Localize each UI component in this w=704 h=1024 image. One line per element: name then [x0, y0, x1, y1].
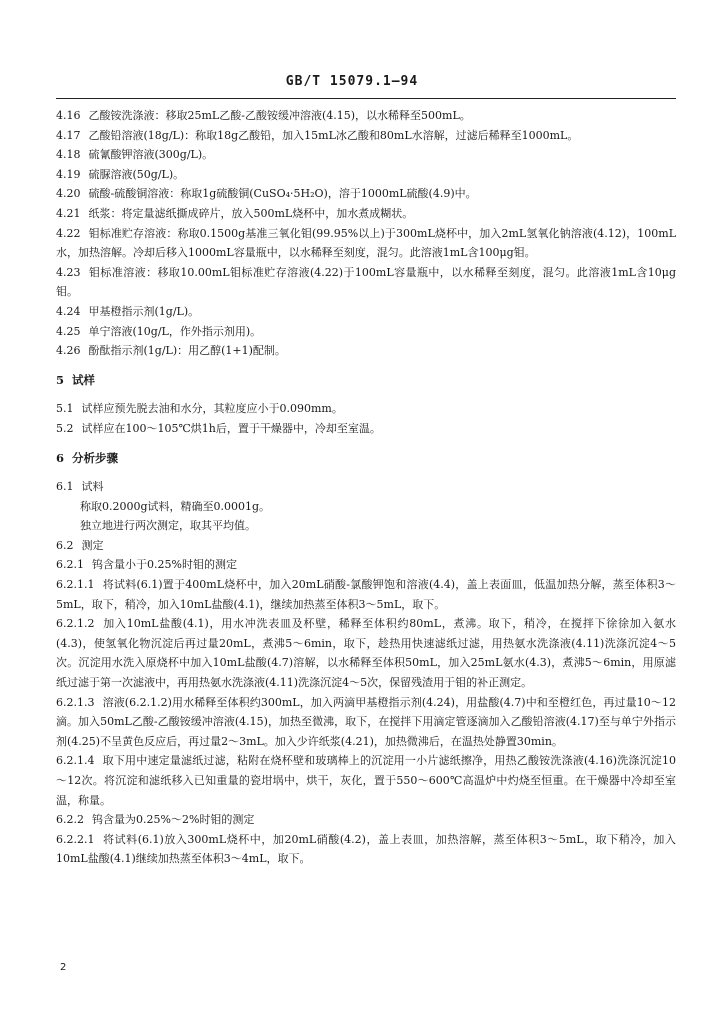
- procedure-list: [56, 830, 676, 869]
- sample-list: [56, 399, 676, 438]
- header-rule: [56, 98, 676, 99]
- clause-text: 甲基橙指示剂(1g/L)。: [88, 304, 200, 318]
- clause-number: 6.2.1.4: [56, 754, 95, 768]
- clause-item: [56, 419, 676, 439]
- clause-number: 6.2.1.3: [56, 695, 95, 709]
- clause-number: 4.18: [56, 148, 81, 162]
- clause-number: 4.25: [56, 324, 81, 338]
- clause-text: 纸浆：将定量滤纸撕成碎片，放入500mL烧杯中，加水煮成糊状。: [88, 206, 414, 220]
- clause-number: 6.2.2.1: [56, 832, 95, 846]
- clause-item: [56, 751, 676, 810]
- document-body: [56, 106, 676, 869]
- clause-number: 6.2.1.1: [56, 578, 95, 592]
- subsection-6-2-1: 6.2.1 钨含量小于0.25%时钼的测定: [56, 558, 237, 572]
- clause-item: [56, 830, 676, 869]
- clause-number: 4.20: [56, 187, 81, 201]
- clause-text: 试样应在100～105℃烘1h后，置于干燥器中，冷却至室温。: [81, 421, 381, 435]
- clause-text: 将试料(6.1)放入300mL烧杯中，加20mL硝酸(4.2)，盖上表皿，加热溶解，蒸至体积3～5mL，取下稍冷，加入10mL盐酸(4.1)继续加热蒸至体积3～4mL，取下。: [56, 832, 676, 866]
- clause-number: 4.22: [56, 226, 81, 240]
- clause-item: [56, 126, 676, 146]
- clause-text: 硫脲溶液(50g/L)。: [88, 167, 185, 181]
- clause-number: 4.21: [56, 206, 81, 220]
- clause-text: 取下用中速定量滤纸过滤，粘附在烧杯壁和玻璃棒上的沉淀用一小片滤纸擦净，用热乙酸铵洗涤液(4.16)洗涤沉淀10～12次。将沉淀和滤纸移入已知重量的瓷坩埚中，烘干，灰化，置于550～600℃高温炉中灼烧至恒重。在干燥器中冷却至室温，称量。: [56, 754, 676, 807]
- subsection-6-1: 6.1 试料: [56, 480, 104, 494]
- procedure-list: [56, 575, 676, 810]
- clause-number: 5.1: [56, 402, 74, 416]
- clause-item: [56, 145, 676, 165]
- clause-text: 硫氰酸钾溶液(300g/L)。: [88, 148, 214, 162]
- clause-item: [56, 184, 676, 204]
- clause-number: 4.26: [56, 344, 81, 358]
- clause-text: 试样应预先脱去油和水分，其粒度应小于0.090mm。: [81, 402, 343, 416]
- clause-item: [56, 399, 676, 419]
- section-heading-5: 5 试样: [56, 372, 96, 387]
- clause-number: 4.16: [56, 109, 81, 122]
- clause-number: 4.24: [56, 304, 81, 318]
- clause-item: [56, 204, 676, 224]
- paragraph: 独立地进行两次测定，取其平均值。: [80, 519, 256, 533]
- reagent-list: [56, 106, 676, 361]
- clause-number: 4.17: [56, 128, 81, 142]
- clause-text: 加入10mL盐酸(4.1)，用水冲洗表皿及杯壁，稀释至体积约80mL，煮沸。取下，稍冷，在搅拌下徐徐加入氨水(4.3)，使氢氧化物沉淀后再过量20mL，煮沸5～6min，取下，趁热用快速滤纸过滤，用热氨水洗涤液(4.11)洗涤沉淀4～5次。沉淀用水洗入原烧杯中加入10mL盐酸(4.7)溶解，以水稀释至体积50mL，加入25mL氨水(4.3)，煮沸5～6min，用原滤纸过滤于第一次滤液中，再用热氨水洗涤液(4.11)洗涤沉淀4～5次，保留残渣用于钼的补正测定。: [56, 617, 676, 690]
- clause-item: [56, 302, 676, 322]
- clause-text: 钼标准贮存溶液：称取0.1500g基准三氧化钼(99.95%以上)于300mL烧杯中，加入2mL氢氧化钠溶液(4.12)，100mL水，加热溶解。冷却后移入1000mL容量瓶中，以水稀释至刻度，混匀。此溶液1mL含100μg钼。: [56, 226, 676, 260]
- clause-text: 将试料(6.1)置于400mL烧杯中，加入20mL硝酸-氯酸钾饱和溶液(4.4)，盖上表面皿，低温加热分解，蒸至体积3～5mL，取下，稍冷，加入10mL盐酸(4.1)，继续加热蒸至体积3～5mL，取下。: [56, 578, 676, 611]
- clause-item: [56, 224, 676, 263]
- clause-text: 乙酸铵洗涤液：移取25mL乙酸-乙酸铵缓冲溶液(4.15)，以水稀释至500mL。: [88, 109, 471, 122]
- clause-text: 硫酸-硫酸铜溶液：称取1g硫酸铜(CuSO₄·5H₂O)，溶于1000mL硫酸(4.9)中。: [88, 187, 477, 201]
- clause-item: [56, 263, 676, 302]
- clause-item: [56, 165, 676, 185]
- clause-number: 6.2.1.2: [56, 617, 95, 631]
- page-header: GB/T 15079.1—94: [285, 74, 419, 89]
- clause-text: 单宁溶液(10g/L，作外指示剂用)。: [88, 324, 262, 338]
- clause-item: [56, 614, 676, 692]
- clause-text: 钼标准溶液：移取10.00mL钼标准贮存溶液(4.22)于100mL容量瓶中，以水稀释至刻度，混匀。此溶液1mL含10μg钼。: [56, 265, 676, 299]
- clause-text: 乙酸铅溶液(18g/L)：称取18g乙酸铅，加入15mL冰乙酸和80mL水溶解，过滤后稀释至1000mL。: [88, 128, 579, 142]
- clause-number: 5.2: [56, 421, 74, 435]
- clause-text: 酚酞指示剂(1g/L)：用乙醇(1+1)配制。: [88, 344, 286, 358]
- clause-item: [56, 341, 676, 361]
- clause-item: [56, 106, 676, 126]
- clause-item: [56, 693, 676, 752]
- paragraph: 称取0.2000g试料，精确至0.0001g。: [80, 499, 271, 513]
- subsection-6-2-2: 6.2.2 钨含量为0.25%～2%时钼的测定: [56, 813, 255, 827]
- clause-item: [56, 575, 676, 614]
- clause-number: 4.23: [56, 265, 81, 279]
- clause-text: 溶液(6.2.1.2)用水稀释至体积约300mL，加入两滴甲基橙指示剂(4.24)，用盐酸(4.7)中和至橙红色，再过量10～12滴。加入50mL乙酸-乙酸铵缓冲溶液(4.15)，加热至微沸，取下，在搅拌下用滴定管逐滴加入乙酸铅溶液(4.17)至与单宁外指示剂(4.25)不呈黄色反应后，再过量2～3mL。加入少许纸浆(4.21)，加热微沸后，在温热处静置30min。: [56, 695, 676, 748]
- clause-item: [56, 322, 676, 342]
- subsection-6-2: 6.2 测定: [56, 538, 104, 552]
- section-heading-6: 6 分析步骤: [56, 450, 119, 465]
- clause-number: 4.19: [56, 167, 81, 181]
- page-number: 2: [60, 962, 67, 973]
